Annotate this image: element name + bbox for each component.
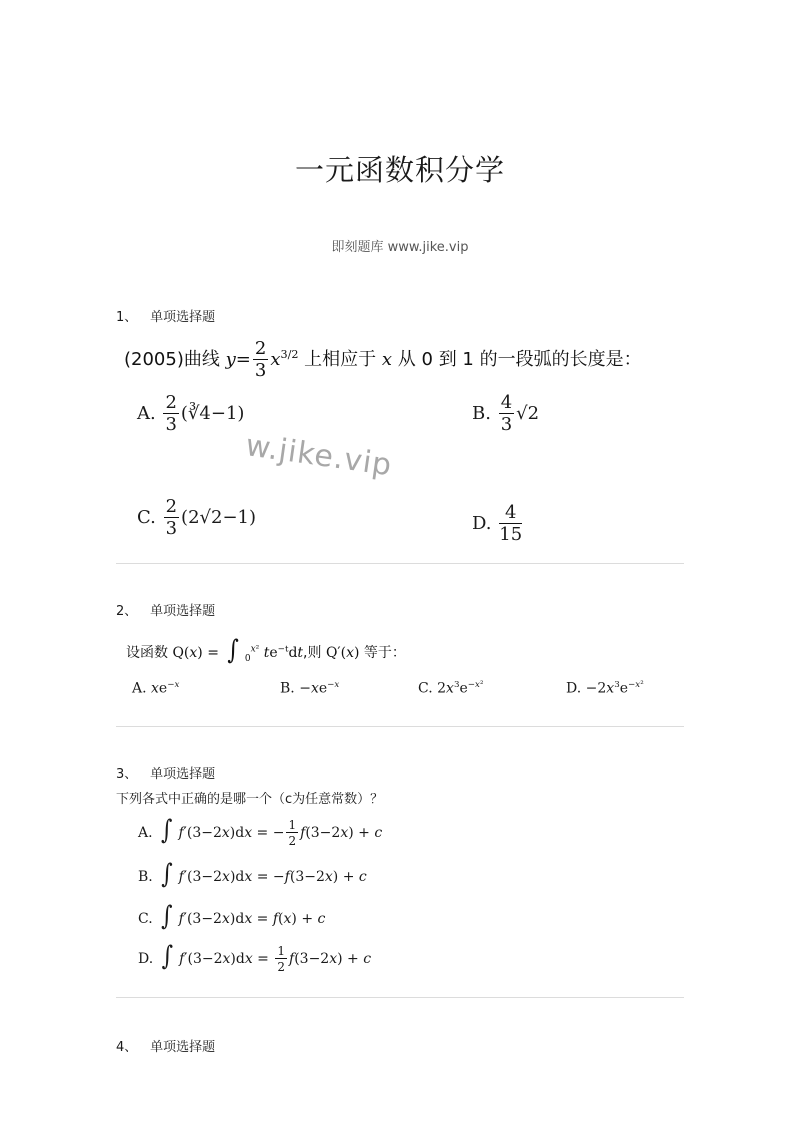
question-type: 单项选择题 xyxy=(150,767,216,782)
stem-suffix: 上相应于 xyxy=(304,349,377,370)
question-number: 1、 xyxy=(116,310,138,325)
question-3-option-b[interactable]: B. ∫ f′(3−2x)dx = −f(3−2x) + c xyxy=(138,859,367,890)
option-letter: A. xyxy=(132,680,147,697)
question-1-option-d[interactable]: D. $\frac{4}{15}$ xyxy=(472,502,523,545)
question-2-option-c[interactable]: C. $2x^3e^{-x^2}$ xyxy=(418,680,484,697)
source-line: 即刻题库 www.jike.vip xyxy=(331,240,469,255)
question-1-stem: (2005)曲线 y= $\frac{2}{3}$ $x^{3/2}$ 上相应于 x 从 0 到 1 的一段弧的长度是： xyxy=(124,338,642,381)
option-letter: B. xyxy=(280,680,295,697)
question-4-header xyxy=(116,1036,215,1055)
question-2-header xyxy=(116,600,215,619)
question-1-header xyxy=(116,306,215,325)
question-3-header xyxy=(116,763,215,782)
fraction: $\frac{2}{3}$ xyxy=(254,338,267,381)
option-letter: B. xyxy=(138,869,153,885)
question-2-option-b[interactable]: B. $-xe^{-x}$ xyxy=(280,680,340,697)
question-2-option-a[interactable]: A. $xe^{-x}$ xyxy=(132,680,180,697)
question-type: 单项选择题 xyxy=(150,1040,216,1055)
question-2-option-d[interactable]: D. $-2x^3e^{-x^2}$ xyxy=(566,680,644,697)
question-3-option-d[interactable]: D. ∫ f′(3−2x)dx = $\frac{1}{2}$ f(3−2x) + c xyxy=(138,941,372,974)
question-number: 3、 xyxy=(116,767,138,782)
option-letter: A. xyxy=(137,403,156,424)
question-number: 4、 xyxy=(116,1040,138,1055)
question-1-option-b[interactable]: B. $\frac{4}{3}$ √2 xyxy=(472,392,540,435)
question-2-stem: 设函数 Q(x) = ∫ $_0^{x^2}$ $te^{-t}dt$,则 Q′(x) 等于： xyxy=(126,635,406,666)
question-3-option-c[interactable]: C. ∫ f′(3−2x)dx = f(x) + c xyxy=(138,901,326,932)
question-3-option-a[interactable]: A. ∫ f′(3−2x)dx = − $\frac{1}{2}$ f(3−2x) + c xyxy=(138,815,383,848)
page-title: 一元函数积分学 xyxy=(294,153,505,187)
question-1-option-c[interactable]: C. $\frac{2}{3}$ (2√2−1) xyxy=(137,496,256,539)
question-type: 单项选择题 xyxy=(150,310,216,325)
watermark: w.jike.vip xyxy=(243,428,395,484)
option-letter: C. xyxy=(137,507,156,528)
option-letter: D. xyxy=(138,951,154,967)
divider xyxy=(116,997,684,998)
formula-var: y xyxy=(225,349,236,370)
option-letter: D. xyxy=(566,680,582,697)
option-letter: D. xyxy=(472,513,492,534)
divider xyxy=(116,726,684,727)
option-letter: B. xyxy=(472,403,491,424)
question-3-stem: 下列各式中正确的是哪一个（c为任意常数）？ xyxy=(116,792,384,807)
question-number: 2、 xyxy=(116,604,138,619)
stem-suffix: ,则 xyxy=(303,645,322,661)
stem-prefix: 设函数 xyxy=(126,645,168,661)
stem-tail: 从 0 到 1 的一段弧的长度是： xyxy=(397,349,642,370)
option-letter: A. xyxy=(138,825,153,841)
option-letter: C. xyxy=(418,680,433,697)
stem-prefix: (2005)曲线 xyxy=(124,349,220,370)
stem-tail: 等于： xyxy=(363,645,406,661)
option-letter: C. xyxy=(138,911,153,927)
divider xyxy=(116,563,684,564)
question-type: 单项选择题 xyxy=(150,604,216,619)
question-1-option-a[interactable]: A. $\frac{2}{3}$ (∛4−1) xyxy=(137,392,245,435)
